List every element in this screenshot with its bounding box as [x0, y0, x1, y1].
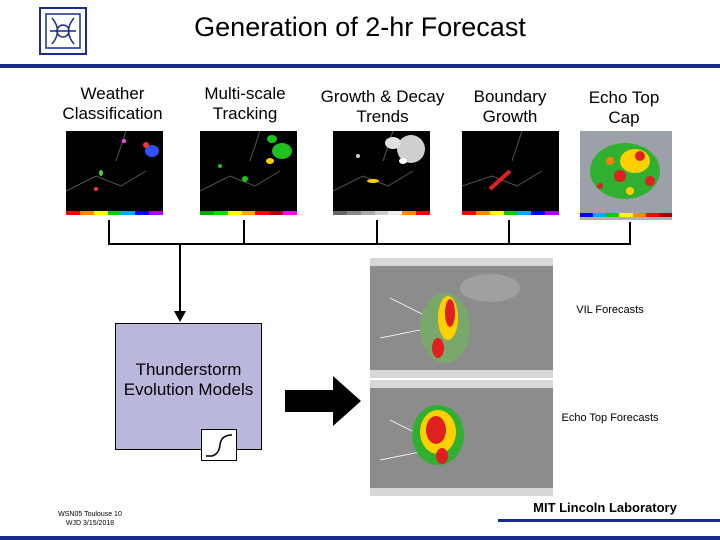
thunderstorm-model-box [115, 323, 262, 450]
echo-top-cap-image [580, 131, 672, 220]
footer-org-rule [498, 519, 720, 522]
echo-top-forecasts-label: Echo Top Forecasts [561, 412, 659, 424]
label-multiscale-tracking: Multi-scale Tracking [204, 84, 286, 123]
label-echo-top-cap: Echo Top Cap [588, 88, 660, 127]
thunderstorm-model-label: Thunderstorm Evolution Models [123, 360, 254, 399]
growth-curve-icon [201, 429, 237, 461]
label-weather-classification: Weather Classification [62, 84, 163, 123]
footer-citation [20, 510, 160, 528]
arrow-head-down [174, 311, 186, 322]
vil-forecast-image [370, 258, 553, 378]
label-growth-decay: Growth & Decay Trends [320, 87, 445, 126]
lincoln-lab-logo [36, 6, 90, 56]
connector-down [179, 243, 181, 313]
title-rule [0, 64, 720, 68]
connector-bus [108, 243, 631, 245]
boundary-growth-image [462, 131, 559, 215]
page-title: Generation of 2-hr Forecast [194, 12, 526, 42]
footer-org: MIT Lincoln Laboratory [533, 500, 677, 515]
multiscale-tracking-image [200, 131, 297, 215]
connector-2 [243, 220, 245, 244]
connector-4 [508, 220, 510, 244]
connector-1 [108, 220, 110, 244]
connector-5 [629, 222, 631, 244]
connector-3 [376, 220, 378, 244]
footer-line-1: WSN05 Toulouse 10 [58, 511, 122, 518]
label-boundary-growth: Boundary Growth [473, 87, 547, 126]
echo-top-forecast-image [370, 380, 553, 496]
growth-decay-image [333, 131, 430, 215]
weather-classification-image [66, 131, 163, 215]
vil-forecasts-label: VIL Forecasts [576, 304, 644, 316]
footer-line-2: WJD 3/15/2018 [65, 520, 115, 527]
footer-rule [0, 536, 720, 540]
big-right-arrow [285, 376, 361, 426]
